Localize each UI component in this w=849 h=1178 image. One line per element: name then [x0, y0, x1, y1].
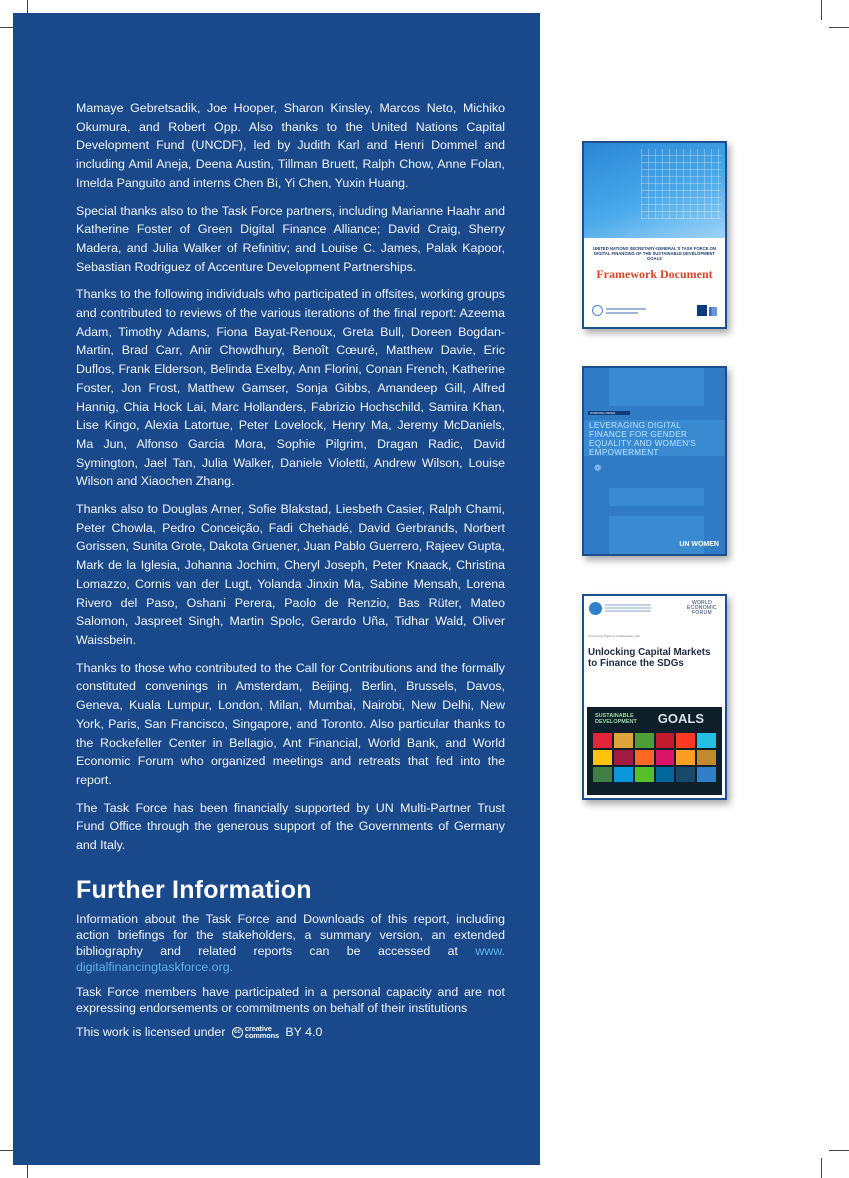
license-line — [76, 1025, 505, 1040]
sdg-tile — [635, 767, 654, 782]
sdg-tile — [656, 767, 675, 782]
further-info-text — [76, 911, 505, 975]
un-women-logo: UN WOMEN — [679, 541, 719, 548]
gender-title: LEVERAGING DIGITAL FINANCE FOR GENDER EQUALITY AND WOMEN'S EMPOWERMENT — [589, 421, 697, 457]
sdg-tile — [697, 733, 716, 748]
sdg-tiles — [593, 733, 716, 782]
crop-mark — [821, 0, 822, 20]
framework-document-cover[interactable] — [582, 141, 727, 329]
sdg-tile — [614, 767, 633, 782]
cc-wordmark — [245, 1025, 279, 1039]
sdg-tile — [593, 733, 612, 748]
sdg-tile — [614, 733, 633, 748]
cover-shape — [609, 488, 704, 506]
sdg-tile — [593, 767, 612, 782]
sdg-tile — [697, 750, 716, 765]
sdg-tile — [635, 750, 654, 765]
further-info-body: Information about the Task Force and Downloads of this report, including action briefings for the stakeholders, a summary version, an extended bibliography and related reports can be accessed at — [76, 911, 505, 958]
grid-pattern — [641, 149, 721, 219]
logo-text-line — [606, 308, 646, 310]
disclaimer-text: Task Force members have participated in a personal capacity and are not expressing endorsements or commitments on behalf of their institutions — [76, 984, 505, 1015]
text-panel — [13, 13, 540, 1165]
acknowledgements-content — [76, 99, 505, 1039]
license-prefix: This work is licensed under — [76, 1024, 226, 1039]
further-information-heading: Further Information — [76, 875, 312, 904]
paper-meta: Community Paper In Collaboration with — [588, 634, 641, 638]
logo-text-line — [605, 604, 651, 606]
sdg-tile — [593, 750, 612, 765]
cc-symbol: cc — [232, 1027, 243, 1038]
creative-commons-icon[interactable] — [232, 1025, 279, 1039]
ack-paragraph-2: Special thanks also to the Task Force partners, including Marianne Haahr and Katherine Foster of Green Digital Finance Alliance; David Craig, Sherry Madera, and Julia Walker of Refinitiv; and Louise C. James, Palak Kapoor, Sebastian Rodriguez of Accenture Development Partnerships. — [76, 203, 505, 274]
sdg-tile — [614, 750, 633, 765]
sdg-tile — [656, 733, 675, 748]
website-link[interactable]: www. digitalfinancingtaskforce.org. — [76, 943, 505, 974]
un-emblem-icon — [589, 602, 602, 615]
cc-line2: commons — [244, 1031, 279, 1041]
cover-logos — [592, 305, 717, 317]
sdg-tile — [676, 733, 695, 748]
world-map-icon: ❁ — [594, 463, 602, 473]
ack-paragraph-1: Mamaye Gebretsadik, Joe Hooper, Sharon Kinsley, Marcos Neto, Michiko Okumura, and Robert Opp. Also thanks to the United Nations Capital Development Fund (UNCDF), led by Judith Karl and Henri Dommel and including Amil Aneja, Deena Austin, Tillman Bruett, Ralph Chow, Anne Folan, Imelda Panguito and interns Chen Bi, Yi Chen, Yuxin Huang. — [76, 101, 505, 190]
sdg-tile — [635, 733, 654, 748]
logo-text-line — [606, 312, 638, 314]
crop-mark — [829, 27, 849, 28]
sdg-tile — [676, 750, 695, 765]
capital-markets-title: Unlocking Capital Markets to Finance the SDGs — [588, 647, 711, 669]
sdg-tile — [656, 750, 675, 765]
ack-paragraph-4: Thanks also to Douglas Arner, Sofie Blakstad, Liesbeth Casier, Ralph Chami, Peter Chowla, Pedro Conceição, Fadi Chehadé, David Gerbrands, Norbert Gorissen, Sunita Grote, Dakota Gruener, Juan Pablo Guerrero, Rajeev Gupta, Mark de la Iglesia, Johanna Jochim, Cheryl Joseph, Peter Knaack, Christina Lomazzo, Cornis van der Lugt, Yolanda Jinxin Ma, Sabine Mensah, Lorena Rivero del Paso, Oshani Perera, Paolo de Renzio, Bas Rüter, Mateo Salomon, Jaspreet Singh, Martin Spolc, Gerardo Uña, Tidhar Wald, Oliver Waissbein. — [76, 502, 505, 647]
ack-paragraph-6: The Task Force has been financially supported by UN Multi-Partner Trust Fund Office through the generous support of the Governments of Germany and Italy. — [76, 800, 505, 853]
cover-graphic — [584, 143, 725, 238]
ack-paragraph-5: Thanks to those who contributed to the Call for Contributions and the formally constituted convenings in Amsterdam, Beijing, Berlin, Brussels, Davos, Geneva, Kuala Lumpur, London, Milan, Mumbai, Nairobi, New Delhi, New York, Paris, San Francisco, Singapore, and Toronto. Also particular thanks to the Rockefeller Center in Bellagio, Ant Financial, World Bank, and World Economic Forum who organized meetings and retreats that fed into the report. — [76, 660, 505, 787]
wef-logo: WORLD ECONOMIC FORUM — [687, 600, 717, 617]
sdg-panel — [587, 707, 722, 795]
framework-subtitle: UNITED NATIONS SECRETARY-GENERAL'S TASK FORCE ON DIGITAL FINANCING OF THE SUSTAINABLE DEVELOPMENT GOALS — [593, 246, 716, 262]
undp-logo-icon — [697, 305, 707, 316]
sdg-tile — [676, 767, 695, 782]
cover-shape — [609, 516, 704, 554]
framework-title: Framework Document — [596, 267, 713, 281]
partner-logo-icon — [709, 307, 717, 316]
gender-equality-cover[interactable] — [582, 366, 727, 556]
license-suffix: BY 4.0 — [285, 1024, 323, 1039]
crop-mark — [829, 1150, 849, 1151]
sdg-label: SUSTAINABLE DEVELOPMENT — [595, 713, 637, 725]
crop-mark — [821, 1158, 822, 1178]
capital-markets-cover[interactable] — [582, 594, 727, 800]
ack-paragraph-3: Thanks to the following individuals who participated in offsites, working groups and contributed to reviews of the various iterations of the final report: Azeema Adam, Timothy Adams, Fiona Bayat-Renoux, Greta Bull, Doreen Bogdan-Martin, Brad Carr, Anir Chowdhury, Benoît Cœuré, Matthew Davie, Eric Duflos, Frank Elderson, Belinda Exelby, Ann Florini, Conan French, Katherine Foster, Jon Frost, Matthew Gamser, Sonja Gibbs, Amandeep Gill, Alfred Hannig, Chia Hock Lai, Marc Hollanders, Fabrizio Hochschild, Samira Khan, Lise Kingo, Alexia Latortue, Peter Lovelock, Henry Ma, Jeremy McDaniels, Ma Jun, Alfonso Garcia Mora, Sophie Pilgrim, Dragan Radic, David Symington, Jael Tan, Julia Walker, Daniele Violetti, Andrew Wilson, Louise Wilson and Xiaochen Zhang. — [76, 287, 505, 489]
un-emblem-icon — [592, 305, 603, 316]
cover-shape — [609, 368, 704, 406]
sdg-tile — [697, 767, 716, 782]
sdg-goals-text: GOALS — [657, 711, 704, 726]
working-paper-badge: WORKING PAPER — [588, 411, 630, 415]
cc-line1: creative — [244, 1024, 272, 1034]
